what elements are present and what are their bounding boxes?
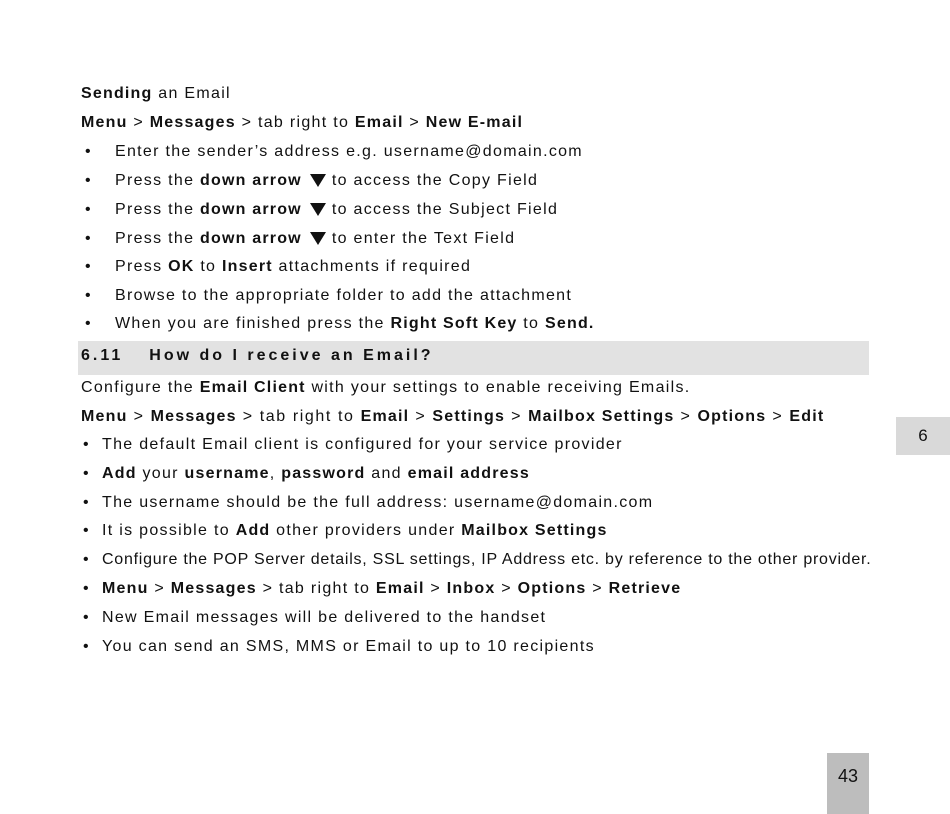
- sending-heading-bold: Sending: [81, 85, 153, 102]
- sending-step: [81, 314, 595, 334]
- item-text: The username should be the full address: username@domain.com: [102, 494, 654, 511]
- path-messages: Messages: [149, 114, 236, 131]
- bullet: •: [83, 522, 90, 539]
- path-mailbox-settings: Mailbox Settings: [528, 408, 675, 425]
- step-bold: down arrow: [200, 172, 302, 189]
- step-bold: Insert: [222, 258, 273, 275]
- step-bold: down arrow: [200, 230, 302, 247]
- bullet: •: [83, 638, 90, 655]
- path-inbox: Inbox: [446, 580, 496, 597]
- intro-bold: Email Client: [199, 379, 306, 396]
- sending-step: [81, 142, 583, 162]
- path-sep: >: [501, 580, 512, 597]
- bullet: •: [85, 287, 92, 304]
- bullet: •: [85, 201, 92, 218]
- path-sep: >: [592, 580, 603, 597]
- receive-menu-path: [81, 407, 824, 427]
- step-text: When you are finished press the: [115, 315, 385, 332]
- sending-menu-path: [81, 113, 523, 133]
- item-bold: Add: [235, 522, 271, 539]
- path-settings: Settings: [432, 408, 506, 425]
- item-text: The default Email client is configured for your service provider: [102, 436, 623, 453]
- path-sep: >: [430, 580, 442, 597]
- path-options: Options: [697, 408, 767, 425]
- step-bold: down arrow: [200, 201, 302, 218]
- path-tab-right: > tab right to: [262, 580, 371, 597]
- section-title-text: How do I receive an Email?: [149, 347, 434, 364]
- sending-step: [81, 229, 515, 249]
- item-bold: password: [281, 465, 366, 482]
- bullet: •: [85, 230, 92, 247]
- step-bold: Send.: [545, 315, 595, 332]
- path-sep: >: [154, 580, 165, 597]
- step-text: to access the Subject Field: [331, 201, 559, 218]
- item-bold: username: [184, 465, 270, 482]
- sending-heading-rest: an Email: [152, 85, 231, 102]
- path-tab-right: > tab right to: [242, 408, 355, 425]
- step-text: to: [523, 315, 540, 332]
- down-arrow-icon: [310, 203, 326, 216]
- step-text: Press the: [115, 172, 195, 189]
- bullet: •: [85, 258, 92, 275]
- path-menu: Menu: [102, 580, 149, 597]
- path-retrieve: Retrieve: [608, 580, 682, 597]
- sending-step: [81, 257, 471, 277]
- path-messages: Messages: [150, 408, 237, 425]
- bullet: •: [83, 609, 90, 626]
- sending-step: [81, 200, 558, 220]
- intro-text: with your settings to enable receiving Emails.: [311, 379, 691, 396]
- path-email: Email: [375, 580, 425, 597]
- path-messages: Messages: [170, 580, 257, 597]
- sending-heading: [81, 84, 231, 104]
- step-text: Press the: [115, 230, 195, 247]
- step-text: Browse to the appropriate folder to add the attachment: [115, 287, 573, 304]
- sending-step: [81, 286, 572, 306]
- step-text: to enter the Text Field: [331, 230, 516, 247]
- down-arrow-icon: [310, 174, 326, 187]
- bullet: •: [83, 465, 90, 482]
- receive-item: [81, 550, 871, 570]
- path-sep: >: [772, 408, 784, 425]
- path-menu: Menu: [81, 114, 128, 131]
- section-number: 6.11: [81, 347, 124, 364]
- path-sep: >: [415, 408, 427, 425]
- bullet: •: [85, 315, 92, 332]
- bullet: •: [83, 494, 90, 511]
- bullet: •: [85, 143, 92, 160]
- path-sep: >: [133, 114, 144, 131]
- bullet: •: [83, 580, 90, 597]
- path-new-email: New E-mail: [425, 114, 524, 131]
- receive-item: [81, 637, 595, 657]
- path-sep: >: [680, 408, 692, 425]
- step-bold: Right Soft Key: [390, 315, 518, 332]
- receive-item: [81, 521, 608, 541]
- path-menu: Menu: [81, 408, 128, 425]
- item-bold: Add: [102, 465, 137, 482]
- path-email: Email: [354, 114, 404, 131]
- item-bold: Mailbox Settings: [461, 522, 608, 539]
- path-tab-right: > tab right to: [241, 114, 350, 131]
- item-text: and: [371, 465, 402, 482]
- receive-item: [81, 464, 530, 484]
- page-number: 43: [827, 753, 869, 814]
- step-text: Enter the sender’s address e.g. username@domain.com: [115, 143, 583, 160]
- item-text: your: [142, 465, 179, 482]
- receive-item: [81, 579, 681, 599]
- step-text: to access the Copy Field: [331, 172, 539, 189]
- step-text: to: [200, 258, 217, 275]
- receive-intro: [81, 378, 691, 398]
- path-sep: >: [511, 408, 523, 425]
- step-text: Press the: [115, 201, 195, 218]
- step-text: Press: [115, 258, 163, 275]
- down-arrow-icon: [310, 232, 326, 245]
- item-text: New Email messages will be delivered to the handset: [102, 609, 547, 626]
- receive-item: [81, 493, 653, 513]
- path-sep: >: [133, 408, 145, 425]
- item-bold: email address: [407, 465, 530, 482]
- path-email: Email: [360, 408, 410, 425]
- chapter-tab: 6: [896, 417, 950, 455]
- path-sep: >: [409, 114, 421, 131]
- item-text: You can send an SMS, MMS or Email to up to 10 recipients: [102, 638, 595, 655]
- bullet: •: [83, 551, 90, 568]
- sending-step: [81, 171, 538, 191]
- item-text: Configure the POP Server details, SSL settings, IP Address etc. by reference to the other provider.: [102, 551, 872, 568]
- receive-item: [81, 608, 546, 628]
- item-text: other providers under: [276, 522, 456, 539]
- path-edit: Edit: [789, 408, 825, 425]
- bullet: •: [83, 436, 90, 453]
- path-options: Options: [517, 580, 587, 597]
- section-title: [81, 347, 434, 365]
- bullet: •: [85, 172, 92, 189]
- receive-item: [81, 435, 623, 455]
- intro-text: Configure the: [81, 379, 194, 396]
- item-text: ,: [269, 465, 276, 482]
- step-bold: OK: [168, 258, 195, 275]
- item-text: It is possible to: [102, 522, 230, 539]
- step-text: attachments if required: [278, 258, 472, 275]
